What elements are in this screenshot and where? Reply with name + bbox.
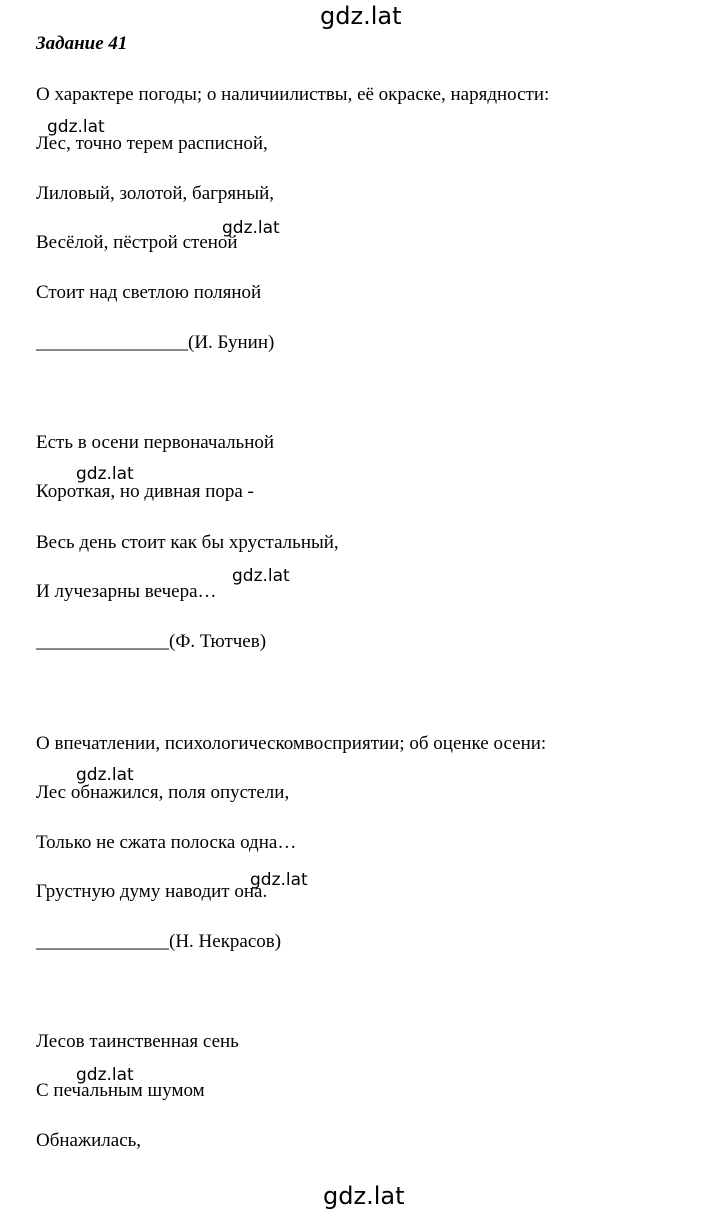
poem-line: С печальным шумом [36,1080,205,1101]
task-title: Задание 41 [36,33,128,54]
poem-line: Лес обнажился, поля опустели, [36,782,290,803]
watermark-bottom: gdz.lat [323,1182,405,1210]
watermark: gdz.lat [232,566,290,586]
poem-line: И лучезарны вечера… [36,581,217,602]
poem-line: Только не сжата полоска одна… [36,832,297,853]
poem-line: Весь день стоит как бы хрустальный, [36,532,339,553]
watermark-top: gdz.lat [320,2,402,30]
poem-line: Короткая, но дивная пора - [36,481,254,502]
poem-line: Есть в осени первоначальной [36,432,275,453]
watermark: gdz.lat [76,765,134,785]
watermark: gdz.lat [76,464,134,484]
poem-line: Лесов таинственная сень [36,1031,239,1052]
author-line: ________________(И. Бунин) [36,332,275,353]
poem-line: Весёлой, пёстрой стеной [36,232,238,253]
watermark: gdz.lat [47,117,105,137]
poem-line: Грустную думу наводит она. [36,881,268,902]
author-line: ______________(Ф. Тютчев) [36,631,267,652]
poem-line: Лес, точно терем расписной, [36,133,268,154]
poem-line: Стоит над светлою поляной [36,282,262,303]
poem-line: Обнажилась, [36,1130,142,1151]
poem-line: Лиловый, золотой, багряный, [36,183,275,204]
watermark: gdz.lat [222,218,280,238]
watermark: gdz.lat [250,870,308,890]
section-intro-weather: О характере погоды; о наличиилиствы, её окраске, нарядности: [36,84,550,105]
author-line: ______________(Н. Некрасов) [36,931,282,952]
section-intro-impression: О впечатлении, психологическомвосприятии; об оценке осени: [36,733,547,754]
watermark: gdz.lat [76,1065,134,1085]
